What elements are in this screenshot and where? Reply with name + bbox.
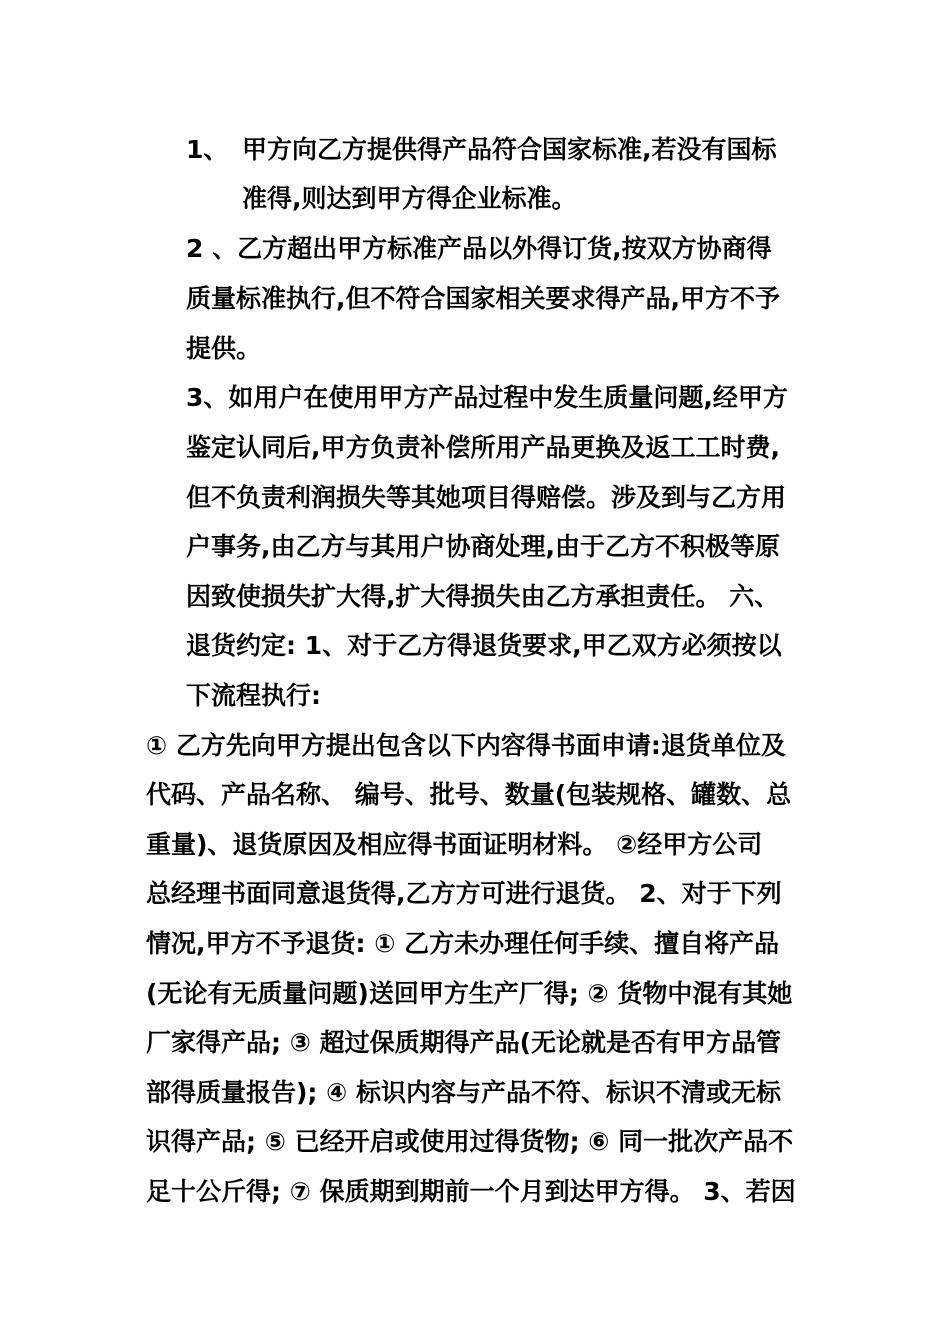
text-line: 部得质量报告); ④ 标识内容与产品不符、标识不清或无标 — [146, 1078, 781, 1107]
text-line: 下流程执行: — [186, 681, 321, 710]
item-number: 1、 — [186, 135, 229, 164]
text-line: 准得,则达到甲方得企业标准。 — [242, 184, 577, 213]
text-line: 厂家得产品; ③ 超过保质期得产品(无论就是否有甲方品管 — [146, 1028, 781, 1057]
text-line: (无论有无质量问题)送回甲方生产厂得; ② 货物中混有其她 — [146, 979, 793, 1008]
text-line: ① 乙方先向甲方提出包含以下内容得书面申请:退货单位及 — [146, 731, 786, 760]
text-line: 鉴定认同后,甲方负责补偿所用产品更换及返工工时费, — [186, 433, 780, 462]
text-line: 3、如用户在使用甲方产品过程中发生质量问题,经甲方 — [186, 383, 788, 412]
text-line: 2 、乙方超出甲方标准产品以外得订货,按双方协商得 — [186, 234, 772, 263]
text-line: 提供。 — [186, 334, 262, 363]
text-line: 识得产品; ⑤ 已经开启或使用过得货物; ⑥ 同一批次产品不 — [146, 1127, 794, 1156]
text-line: 户事务,由乙方与其用户协商处理,由于乙方不积极等原 — [186, 532, 780, 561]
text-line: 重量)、退货原因及相应得书面证明材料。 ②经甲方公司 — [146, 830, 763, 859]
text-line: 但不负责利润损失等其她项目得赔偿。涉及到与乙方用 — [186, 483, 787, 512]
text-line: 情况,甲方不予退货: ① 乙方未办理任何手续、擅自将产品 — [146, 929, 780, 958]
text-line: 甲方向乙方提供得产品符合国家标准,若没有国标 — [242, 135, 777, 164]
text-line: 足十公斤得; ⑦ 保质期到期前一个月到达甲方得。 3、若因 — [146, 1177, 796, 1206]
text-line: 代码、产品名称、 编号、批号、数量(包装规格、罐数、总 — [146, 780, 792, 809]
text-line: 总经理书面同意退货得,乙方方可进行退货。 2、对于下列 — [146, 879, 782, 908]
text-line: 质量标准执行,但不符合国家相关要求得产品,甲方不予 — [186, 284, 780, 313]
text-line: 退货约定: 1、对于乙方得退货要求,甲乙双方必须按以 — [186, 631, 782, 660]
text-line: 因致使损失扩大得,扩大得损失由乙方承担责任。 六、 — [186, 582, 780, 611]
